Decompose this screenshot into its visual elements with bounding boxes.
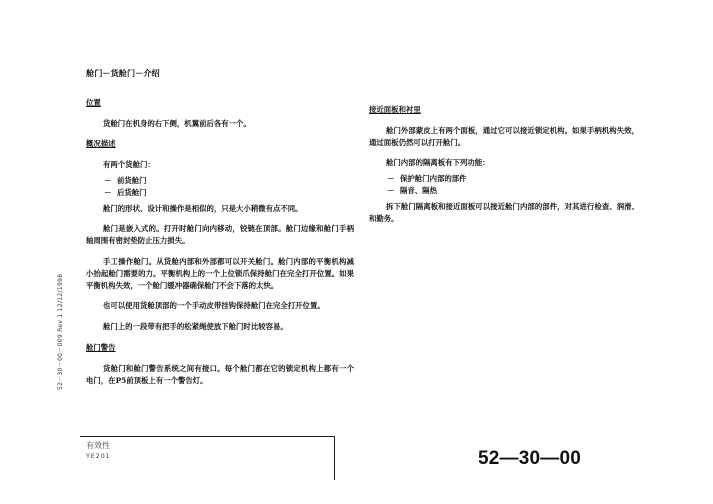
list-item <box>369 173 639 185</box>
spacer <box>86 150 354 159</box>
list-dash: － <box>104 187 112 197</box>
overview-paragraph: 舱门的形状、设计和操作是相似的，只是大小稍微有点不同。 <box>103 203 303 213</box>
list-item-text: 隔音、隔热 <box>400 185 437 195</box>
location-text: 货舱门在机身的右下侧，机翼前后各有一个。 <box>103 118 251 128</box>
spacer <box>86 291 354 300</box>
list-dash: － <box>104 175 112 185</box>
overview-paragraph: 也可以使用货舱顶部的一个手动皮带挂钩保持舱门在完全打开位置。 <box>103 301 325 311</box>
overview-heading: 概况描述 <box>86 139 116 149</box>
overview-intro: 有两个货舱门： <box>103 160 155 170</box>
list-item-text: 前货舱门 <box>117 175 147 185</box>
right-column <box>369 104 639 224</box>
spacer <box>86 312 354 321</box>
list-item <box>86 175 354 187</box>
spacer <box>86 129 354 138</box>
insulation-function-list <box>369 173 639 197</box>
document-side-identifier: 52－30－00－009 Rev 1 12/12/1998 <box>57 273 64 390</box>
overview-paragraph: 手工操作舱门。从货舱内部和外部都可以开关舱门。舱门内部的平衡机构减小抬起舱门需要的力。平衡机构上的一个上位锁爪保持舱门在完全打开位置。如果平衡机构失效，一个舱门缓冲器确保舱门不会下落的太快。 <box>86 256 354 290</box>
list-dash: － <box>387 185 395 195</box>
access-paragraph: 拆下舱门隔离板和接近面板可以接近舱门内部的部件，对其进行检查、润滑、和勤务。 <box>369 201 639 223</box>
spacer <box>86 214 354 223</box>
footer-divider <box>80 436 335 437</box>
spacer <box>369 148 639 157</box>
door-list <box>86 175 354 199</box>
spacer <box>86 109 354 118</box>
location-heading: 位置 <box>86 97 101 107</box>
warning-text: 货舱门和舱门警告系统之间有接口。每个舱门都在它的锁定机构上都有一个电门，在P5前顶板上有一个警告灯。 <box>86 363 354 385</box>
spacer <box>369 116 639 125</box>
overview-paragraph: 舱门上的一段带有把手的松紧绳使放下舱门时比较容易。 <box>103 322 288 332</box>
left-column <box>86 68 354 386</box>
spacer <box>86 247 354 256</box>
list-item <box>86 187 354 199</box>
access-paragraph: 舱门内部的隔离板有下列功能： <box>386 158 490 168</box>
warning-heading: 舱门警告 <box>86 342 116 352</box>
overview-paragraph: 舱门是嵌入式的。打开时舱门向内移动，铰链在顶部。舱门边缘和舱门手柄轴周围有密封垫防止压力损失。 <box>86 224 354 246</box>
footer-validity-code: YE201 <box>86 452 111 460</box>
access-heading: 接近面板和衬里 <box>369 105 421 114</box>
list-item-text: 保护舱门内部的部件 <box>400 174 467 184</box>
list-dash: － <box>387 174 395 184</box>
spacer <box>86 354 354 363</box>
page-number: 52—30—00 <box>478 448 582 469</box>
footer-vertical-divider <box>334 436 335 480</box>
page-title: 舱门－货舱门－介绍 <box>86 68 160 78</box>
access-paragraph: 舱门外部蒙皮上有两个面板，通过它可以接近锁定机构。如果手柄机构失效，通过面板仍然可以打开舱门。 <box>369 125 639 147</box>
footer-validity-label: 有效性 <box>86 441 110 450</box>
list-item-text: 后货舱门 <box>117 187 147 197</box>
list-item <box>369 185 639 197</box>
spacer <box>86 333 354 342</box>
